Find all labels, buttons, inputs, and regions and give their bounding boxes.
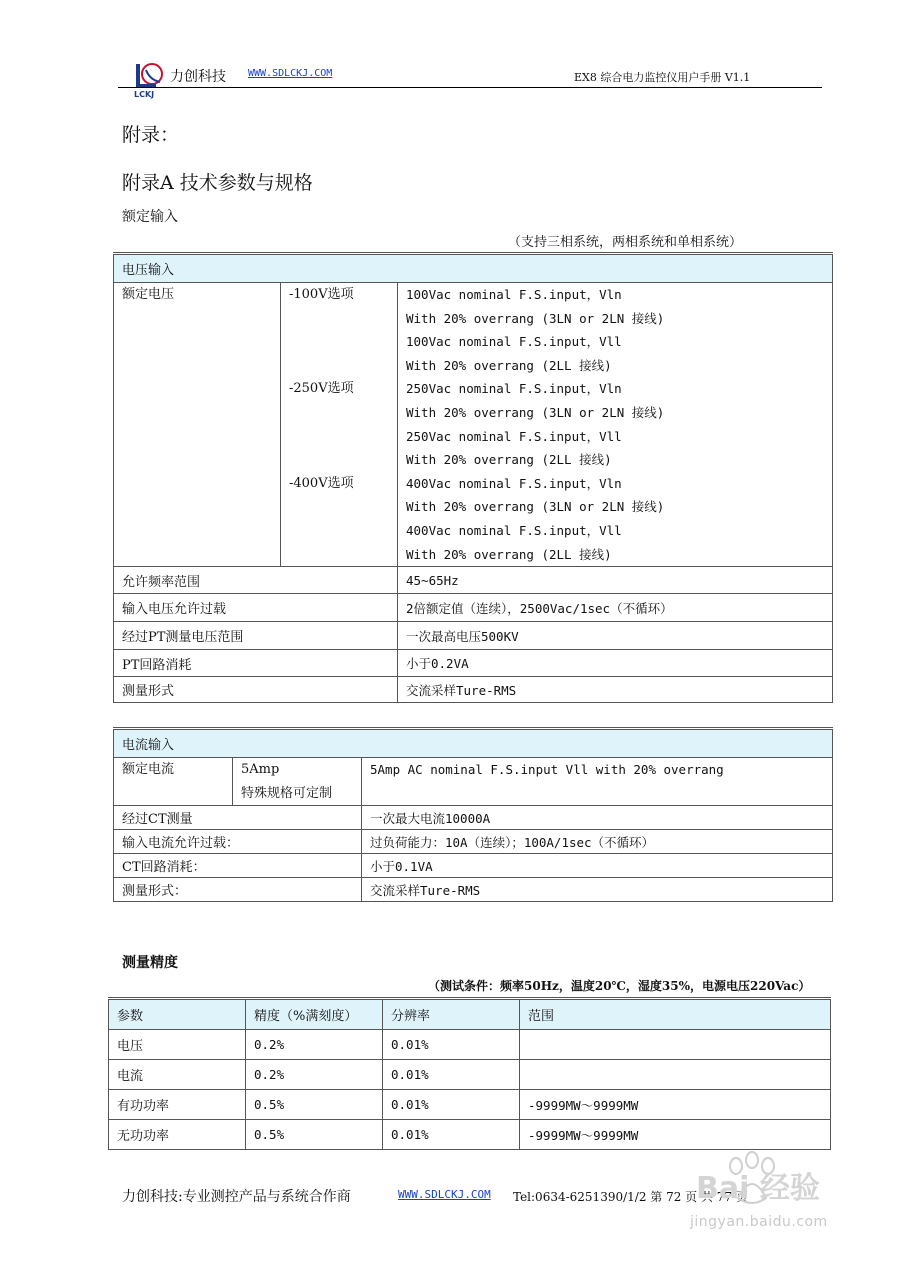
- table-row: [109, 1120, 831, 1150]
- spec-line: 100Vac nominal F.S.input，Vln: [406, 287, 622, 302]
- table-row-label: 允许频率范围: [114, 567, 398, 594]
- rated-voltage-label: 额定电压: [114, 283, 281, 567]
- table-cell: 0.5%: [246, 1090, 383, 1120]
- rated-input-heading: 额定输入: [122, 209, 178, 225]
- table-cell: [520, 1060, 831, 1090]
- spec-line: 400Vac nominal F.S.input，Vll: [406, 522, 622, 538]
- table-row-value: 交流采样Ture-RMS: [362, 878, 833, 902]
- table-cell: 0.2%: [246, 1060, 383, 1090]
- accuracy-heading: 测量精度: [122, 955, 178, 971]
- lckj-logo: [132, 60, 166, 94]
- appendix-heading: 附录：: [122, 124, 180, 146]
- header-url-link[interactable]: WWW.SDLCKJ.COM: [248, 68, 333, 79]
- option-250v: -250V选项: [289, 381, 354, 397]
- table-row-label: PT回路消耗: [114, 650, 398, 677]
- table-row-value: 一次最大电流10000A: [362, 806, 833, 830]
- table-row-value: 交流采样Ture-RMS: [398, 677, 833, 703]
- spec-line: With 20% overrang (3LN or 2LN 接线): [406, 404, 665, 420]
- option-400v: -400V选项: [289, 475, 354, 491]
- table-cell: -9999MW～9999MW: [520, 1120, 831, 1150]
- current-input-table: [113, 727, 833, 902]
- spec-line: With 20% overrang (2LL 接线): [406, 546, 612, 562]
- spec-line: With 20% overrang (2LL 接线): [406, 452, 612, 468]
- table-row-label: 测量形式: [114, 677, 398, 703]
- table-cell: 有功功率: [109, 1090, 246, 1120]
- spec-line: 250Vac nominal F.S.input，Vln: [406, 381, 622, 397]
- column-header: 参数: [109, 999, 246, 1030]
- test-conditions: （测试条件：频率50Hz，温度20℃，湿度35%，电源电压220Vac）: [428, 979, 811, 993]
- watermark-url: jingyan.baidu.com: [690, 1214, 828, 1230]
- table-row-label: 输入电流允许过载：: [114, 830, 362, 854]
- footer-company: 力创科技:专业测控产品与系统合作商: [122, 1189, 351, 1205]
- rated-current-value: 5Amp AC nominal F.S.input Vll with 20% overrang: [362, 758, 833, 806]
- table-row-label: CT回路消耗：: [114, 854, 362, 878]
- column-header: 分辨率: [383, 999, 520, 1030]
- spec-line: With 20% overrang (3LN or 2LN 接线): [406, 499, 665, 515]
- rated-current-option: 5Amp 特殊规格可定制: [233, 758, 362, 806]
- table-row: [109, 1030, 831, 1060]
- table-cell: 0.01%: [383, 1030, 520, 1060]
- column-header: 范围: [520, 999, 831, 1030]
- header-divider: [118, 87, 822, 88]
- current-table-title: 电流输入: [114, 729, 833, 758]
- appendix-a-heading: 附录A 技术参数与规格: [122, 172, 313, 194]
- accuracy-table: [108, 997, 831, 1150]
- table-row-value: 一次最高电压500KV: [398, 622, 833, 650]
- table-row-label: 经过CT测量: [114, 806, 362, 830]
- spec-line: 250Vac nominal F.S.input，Vll: [406, 428, 622, 444]
- table-row-label: 经过PT测量电压范围: [114, 622, 398, 650]
- voltage-spec-cell: [398, 283, 833, 567]
- table-cell: 0.01%: [383, 1090, 520, 1120]
- rated-current-label: 额定电流: [114, 758, 233, 806]
- table-row-value: 45~65Hz: [398, 567, 833, 594]
- spec-line: 100Vac nominal F.S.input，Vll: [406, 334, 622, 350]
- table-row-label: 输入电压允许过载: [114, 594, 398, 622]
- support-note: （支持三相系统，两相系统和单相系统）: [508, 235, 743, 250]
- spec-line: With 20% overrang (2LL 接线): [406, 357, 612, 373]
- manual-title: EX8 综合电力监控仪用户手册 V1.1: [574, 71, 751, 84]
- footer-tel-page: Tel:0634-6251390/1/2 第 72 页 共 77 页: [513, 1190, 748, 1204]
- table-cell: 0.5%: [246, 1120, 383, 1150]
- table-row-label: 测量形式：: [114, 878, 362, 902]
- table-cell: 0.2%: [246, 1030, 383, 1060]
- custom-note: 特殊规格可定制: [241, 785, 333, 801]
- table-row-value: 小于0.1VA: [362, 854, 833, 878]
- voltage-table-title: 电压输入: [114, 254, 833, 283]
- spec-line: With 20% overrang (3LN or 2LN 接线): [406, 310, 665, 326]
- table-row-value: 2倍额定值（连续），2500Vac/1sec（不循环）: [398, 594, 833, 622]
- watermark-brand: Bai 经验: [696, 1171, 820, 1206]
- voltage-input-table: [113, 252, 833, 703]
- column-header: 精度（%满刻度）: [246, 999, 383, 1030]
- table-cell: 无功功率: [109, 1120, 246, 1150]
- logo-text: LCKJ: [134, 90, 155, 99]
- table-cell: 电压: [109, 1030, 246, 1060]
- table-row: [109, 1090, 831, 1120]
- table-cell: -9999MW～9999MW: [520, 1090, 831, 1120]
- voltage-options-cell: [281, 283, 398, 567]
- table-cell: [520, 1030, 831, 1060]
- spec-line: 400Vac nominal F.S.input，Vln: [406, 475, 622, 491]
- table-row-value: 小于0.2VA: [398, 650, 833, 677]
- table-row: [109, 1060, 831, 1090]
- table-cell: 电流: [109, 1060, 246, 1090]
- header-company: 力创科技: [170, 69, 226, 85]
- option-100v: -100V选项: [289, 287, 354, 302]
- table-cell: 0.01%: [383, 1060, 520, 1090]
- table-row-value: 过负荷能力：10A（连续）；100A/1sec（不循环）: [362, 830, 833, 854]
- footer-url-link[interactable]: WWW.SDLCKJ.COM: [398, 1188, 491, 1201]
- table-cell: 0.01%: [383, 1120, 520, 1150]
